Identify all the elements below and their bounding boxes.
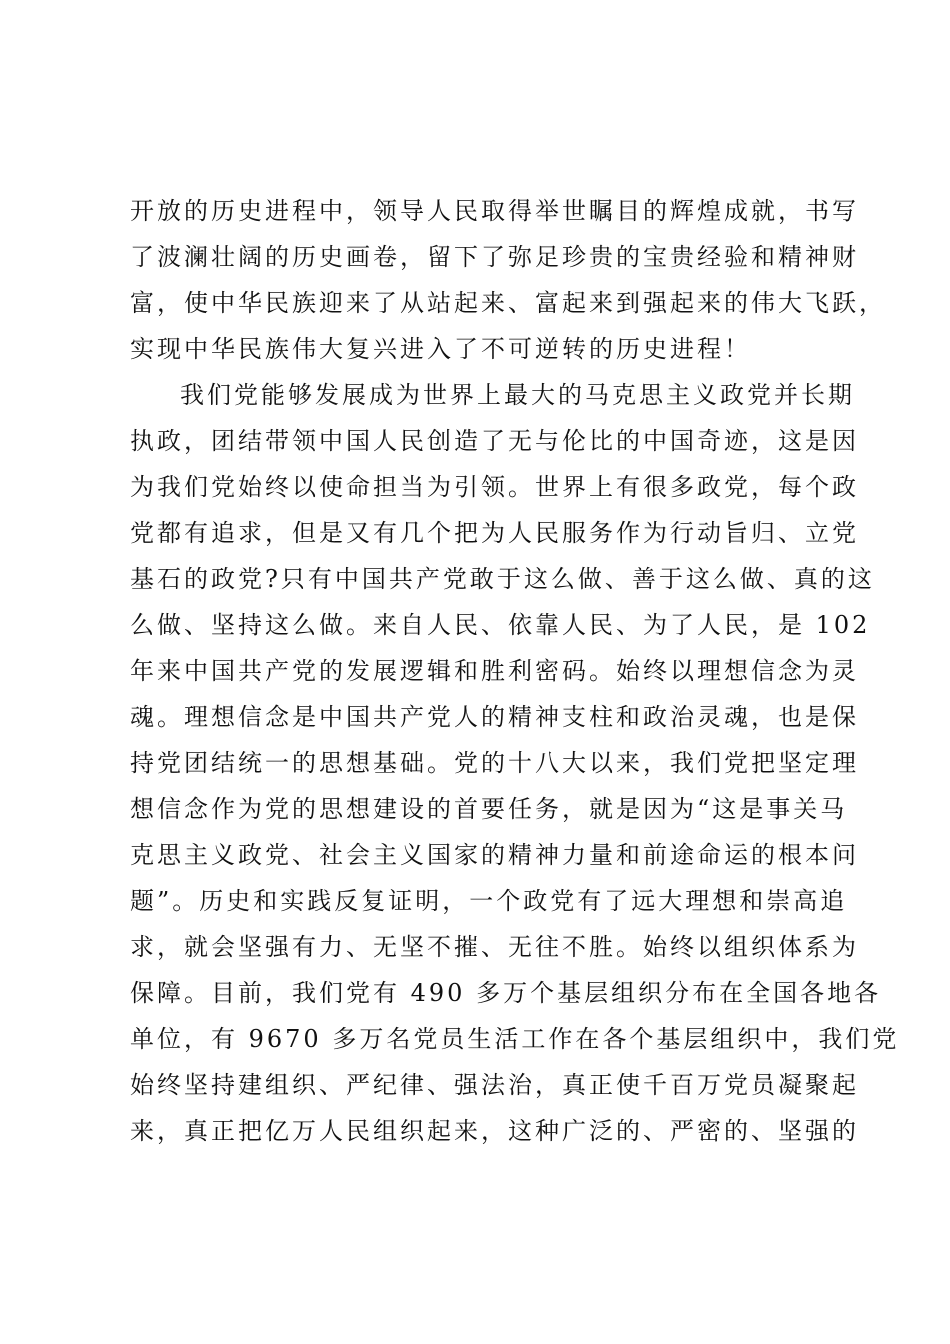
- text-line: 单位，有 9670 多万名党员生活工作在各个基层组织中，我们党: [130, 1025, 900, 1053]
- text-line: 克思主义政党、社会主义国家的精神力量和前途命运的根本问: [130, 841, 859, 869]
- text-line: 基石的政党?只有中国共产党敢于这么做、善于这么做、真的这: [130, 565, 875, 593]
- text-line: 实现中华民族伟大复兴进入了不可逆转的历史进程！: [130, 335, 751, 363]
- body-text: [130, 188, 900, 1154]
- text-line: 始终坚持建组织、严纪律、强法治，真正使千百万党员凝聚起: [130, 1071, 859, 1099]
- text-line: 开放的历史进程中，领导人民取得举世瞩目的辉煌成就，书写: [130, 197, 859, 225]
- text-line: 富，使中华民族迎来了从站起来、富起来到强起来的伟大飞跃，: [130, 289, 886, 317]
- text-line: 来，真正把亿万人民组织起来，这种广泛的、严密的、坚强的: [130, 1117, 859, 1145]
- text-line: 了波澜壮阔的历史画卷，留下了弥足珍贵的宝贵经验和精神财: [130, 243, 859, 271]
- text-line: 为我们党始终以使命担当为引领。世界上有很多政党，每个政: [130, 473, 859, 501]
- text-line: 想信念作为党的思想建设的首要任务，就是因为“这是事关马: [130, 795, 848, 823]
- text-line: 魂。理想信念是中国共产党人的精神支柱和政治灵魂，也是保: [130, 703, 859, 731]
- text-line: 年来中国共产党的发展逻辑和胜利密码。始终以理想信念为灵: [130, 657, 859, 685]
- text-line: 保障。目前，我们党有 490 多万个基层组织分布在全国各地各: [130, 979, 882, 1007]
- text-line: 持党团结统一的思想基础。党的十八大以来，我们党把坚定理: [130, 749, 859, 777]
- text-line: 党都有追求，但是又有几个把为人民服务作为行动旨归、立党: [130, 519, 859, 547]
- text-line: 执政，团结带领中国人民创造了无与伦比的中国奇迹，这是因: [130, 427, 859, 455]
- text-line: 么做、坚持这么做。来自人民、依靠人民、为了人民，是 102: [130, 611, 871, 639]
- text-line: 题”。历史和实践反复证明，一个政党有了远大理想和崇高追: [130, 887, 848, 915]
- paragraph-first-line: 我们党能够发展成为世界上最大的马克思主义政党并长期: [180, 381, 855, 409]
- text-line: 求，就会坚强有力、无坚不摧、无往不胜。始终以组织体系为: [130, 933, 859, 961]
